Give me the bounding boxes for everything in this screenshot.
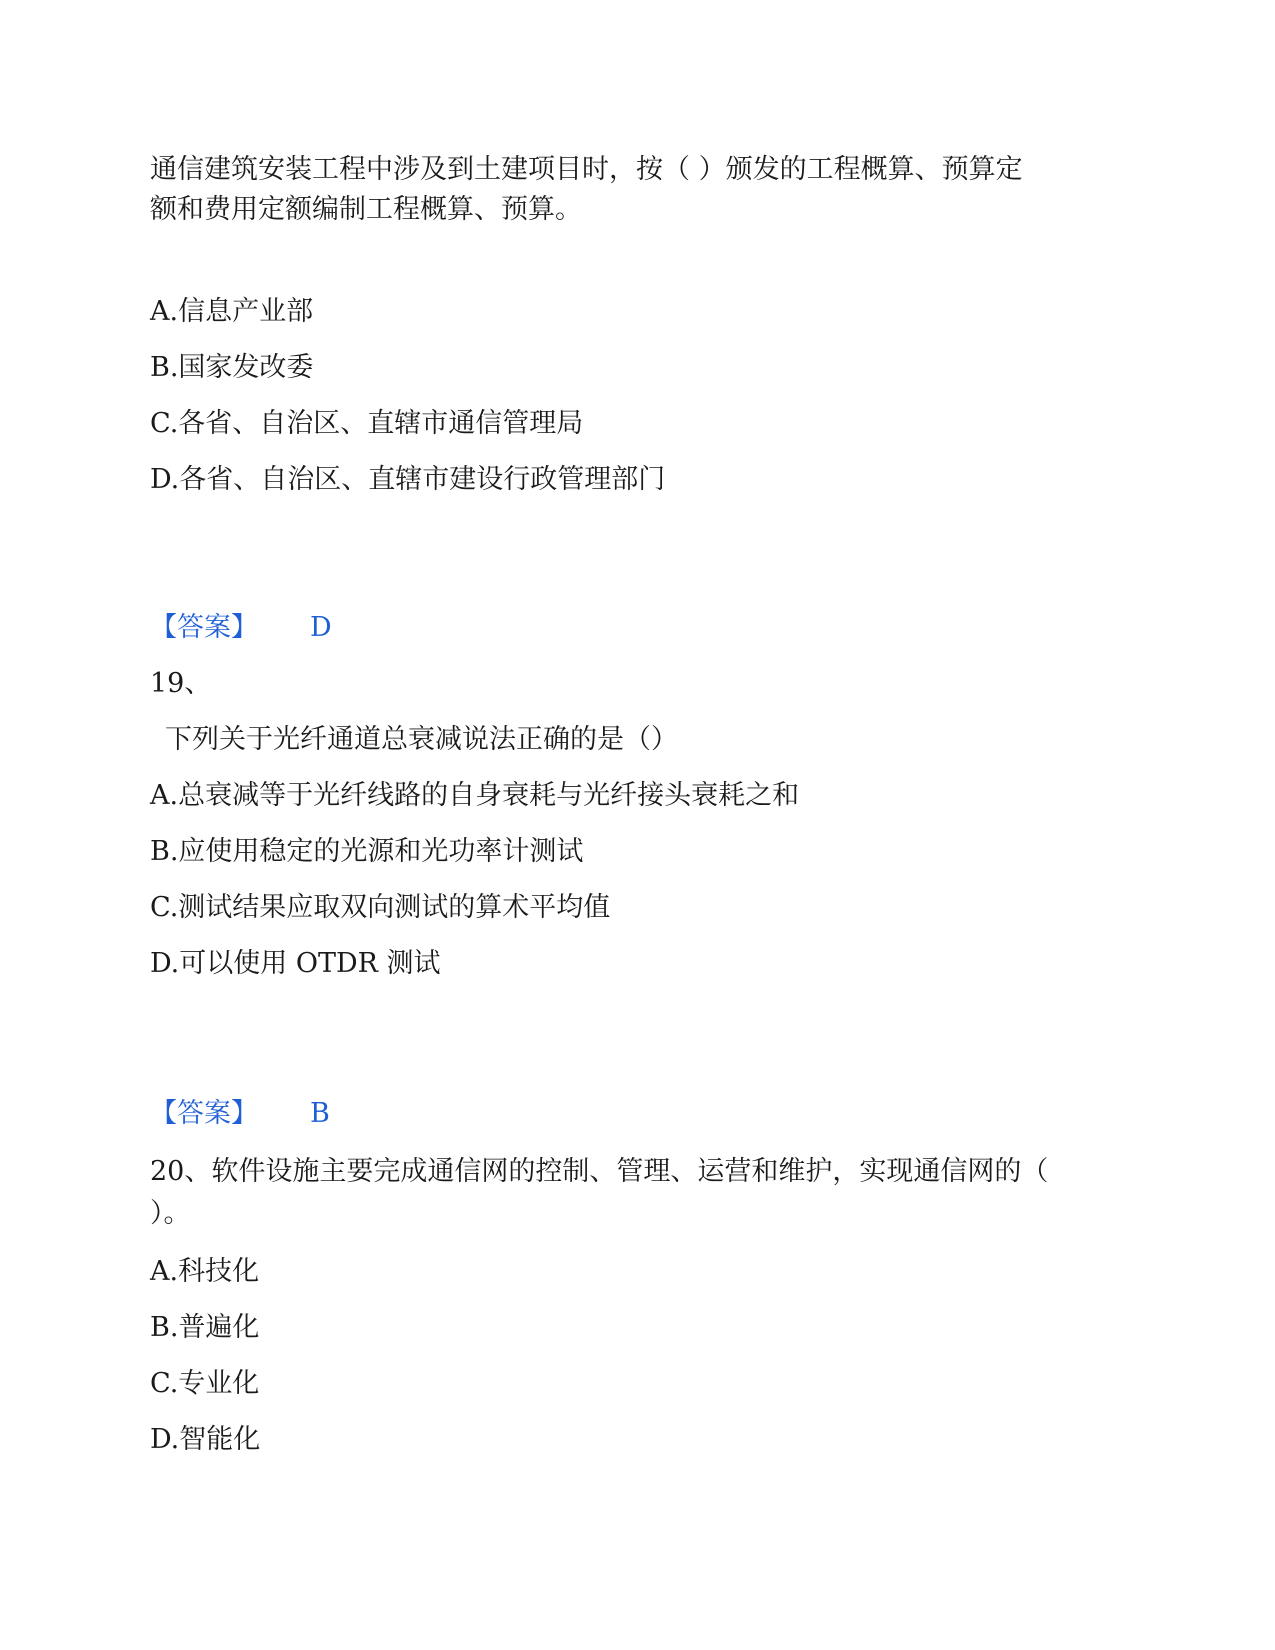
q19-answer-value: B [310,1098,330,1129]
q20-option-a: A.科技化 [150,1256,260,1287]
q19-number: 19、 [150,668,212,699]
q18-stem-line-2: 额和费用定额编制工程概算、预算。 [150,194,582,225]
q20-option-c: C.专业化 [150,1368,260,1399]
q19-answer [150,1094,330,1134]
q18-option-b: B.国家发改委 [150,352,314,383]
q19-stem: 下列关于光纤通道总衰减说法正确的是（） [165,724,678,755]
q18-option-d: D.各省、自治区、直辖市建设行政管理部门 [150,464,666,495]
q20-stem-line-1: 20、软件设施主要完成通信网的控制、管理、运营和维护，实现通信网的（ [150,1156,1049,1187]
q18-answer-value: D [310,612,332,643]
q18-stem-line-1: 通信建筑安装工程中涉及到土建项目时，按（ ）颁发的工程概算、预算定 [150,154,1023,185]
q19-option-b: B.应使用稳定的光源和光功率计测试 [150,836,584,867]
q20-option-b: B.普遍化 [150,1312,260,1343]
q20-option-d: D.智能化 [150,1424,261,1455]
q19-option-c: C.测试结果应取双向测试的算术平均值 [150,892,611,923]
q18-option-c: C.各省、自治区、直辖市通信管理局 [150,408,584,439]
q18-answer-label: 【答案】 [150,612,258,643]
q19-option-d: D.可以使用 OTDR 测试 [150,948,441,979]
q20-stem-line-2: ）。 [150,1198,191,1229]
q19-answer-label: 【答案】 [150,1098,258,1129]
q19-option-a: A.总衰减等于光纤线路的自身衰耗与光纤接头衰耗之和 [150,780,800,811]
q18-option-a: A.信息产业部 [150,296,314,327]
q18-answer [150,608,332,648]
